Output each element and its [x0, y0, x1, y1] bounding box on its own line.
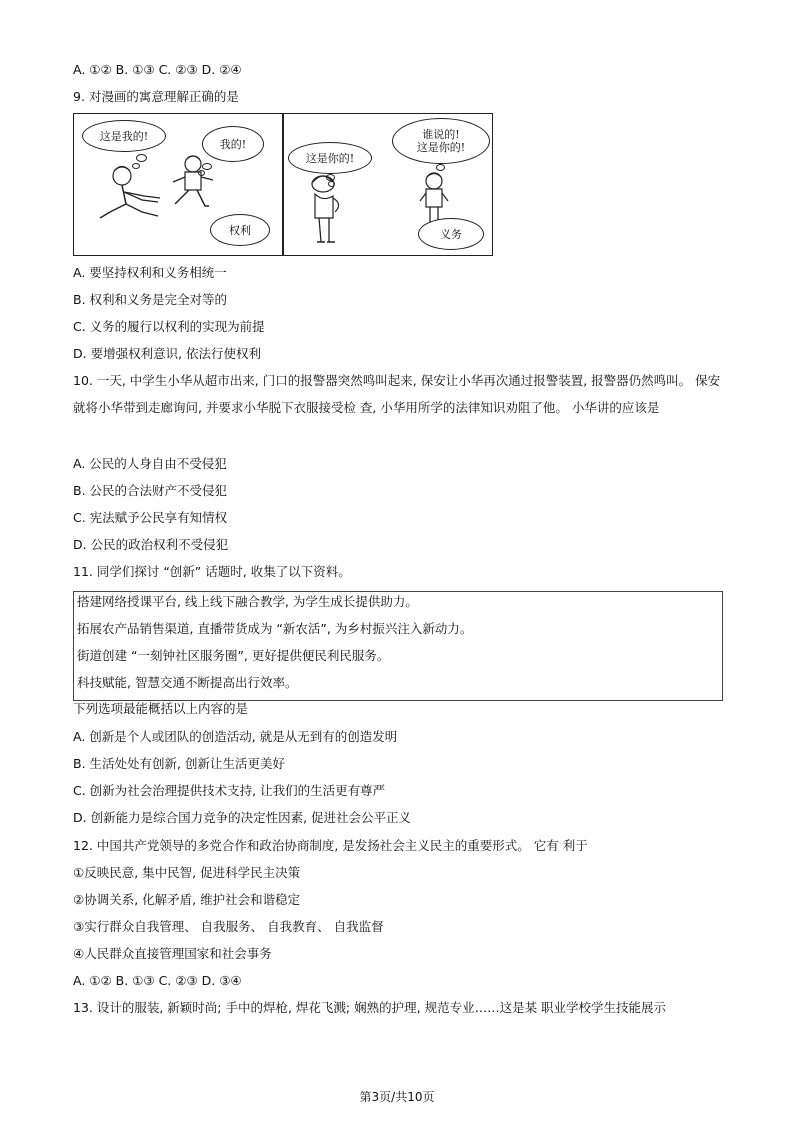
standing-person-illustration: [299, 172, 349, 252]
q11-option-a: A. 创新是个人或团队的创造活动, 就是从无到有的创造发明: [73, 729, 398, 744]
comic-label-obligations: 义务: [440, 227, 462, 241]
comic-bubble: [288, 142, 372, 174]
q11-material-line: 拓展农产品销售渠道, 直播带货成为 “新农活”, 为乡村振兴注入新动力。: [77, 621, 473, 636]
q9-option-c: C. 义务的履行以权利的实现为前提: [73, 319, 265, 334]
q11-question: 下列选项最能概括以上内容的是: [73, 701, 249, 716]
child-figure-illustration: [169, 152, 229, 222]
q12-item-1: ①反映民意, 集中民智, 促进科学民主决策: [73, 865, 301, 880]
q12-item-3: ③实行群众自我管理、 自我服务、 自我教育、 自我监督: [73, 919, 384, 934]
comic-bubble-text: 这是我的!: [99, 129, 149, 143]
q10-option-b: B. 公民的合法财产不受侵犯: [73, 483, 228, 498]
q8-options: A. ①② B. ①③ C. ②③ D. ②④: [73, 62, 242, 77]
comic-bubble-text: 这是你的!: [305, 151, 355, 165]
q11-stem: 11. 同学们探讨 “创新” 话题时, 收集了以下资料。: [73, 564, 351, 579]
q10-option-c: C. 宪法赋予公民享有知情权: [73, 510, 228, 525]
q11-material-box: [73, 591, 723, 701]
q9-stem: 9. 对漫画的寓意理解正确的是: [73, 89, 239, 104]
comic-divider: [282, 114, 284, 255]
q11-material-line: 科技赋能, 智慧交通不断提高出行效率。: [77, 675, 298, 690]
comic-bubble: [82, 120, 166, 152]
comic-label-bubble: [210, 214, 270, 246]
comic-label-rights: 权利: [229, 223, 251, 237]
q11-material-line: 搭建网络授课平台, 线上线下融合教学, 为学生成长提供助力。: [77, 594, 418, 609]
q9-option-b: B. 权利和义务是完全对等的: [73, 292, 228, 307]
q10-stem: 10. 一天, 中学生小华从超市出来, 门口的报警器突然鸣叫起来, 保安让小华再次通过报警装置, 报警器仍然鸣叫。 保安就将小华带到走廊询问, 并要求小华脱下衣服接受检 查, 小华用所学的法律知识劝阻了他。 小华讲的应该是: [73, 373, 721, 415]
comic-bubble-text: 这是你的!: [416, 141, 466, 154]
q11-option-d: D. 创新能力是综合国力竞争的决定性因素, 促进社会公平正义: [73, 810, 412, 825]
q11-material-line: 街道创建 “一刻钟社区服务圈”, 更好提供便民利民服务。: [77, 648, 390, 663]
q11-option-b: B. 生活处处有创新, 创新让生活更美好: [73, 756, 285, 771]
page-number: 第3页/共10页: [359, 1090, 435, 1104]
q12-item-4: ④人民群众直接管理国家和社会事务: [73, 946, 272, 961]
q13-stem: 13. 设计的服装, 新颖时尚; 手中的焊枪, 焊花飞溅; 娴熟的护理, 规范专业……这是某 职业学校学生技能展示: [73, 1000, 667, 1015]
q12-options: A. ①② B. ①③ C. ②③ D. ③④: [73, 973, 242, 988]
comic-image: [73, 113, 493, 256]
comic-bubble: [392, 118, 490, 164]
comic-bubble-text: 我的!: [219, 137, 247, 151]
q12-item-2: ②协调关系, 化解矛盾, 维护社会和谐稳定: [73, 892, 301, 907]
q11-option-c: C. 创新为社会治理提供技术支持, 让我们的生活更有尊严: [73, 783, 386, 798]
comic-bubble-text: 谁说的!: [422, 128, 460, 141]
q10-option-d: D. 公民的政治权利不受侵犯: [73, 537, 229, 552]
q12-stem: 12. 中国共产党领导的多党合作和政治协商制度, 是发扬社会主义民主的重要形式。 它有 利于: [73, 838, 588, 853]
q9-option-d: D. 要增强权利意识, 依法行使权利: [73, 346, 262, 361]
q10-option-a: A. 公民的人身自由不受侵犯: [73, 456, 227, 471]
q9-option-a: A. 要坚持权利和义务相统一: [73, 265, 227, 280]
comic-label-bubble: [418, 218, 484, 250]
